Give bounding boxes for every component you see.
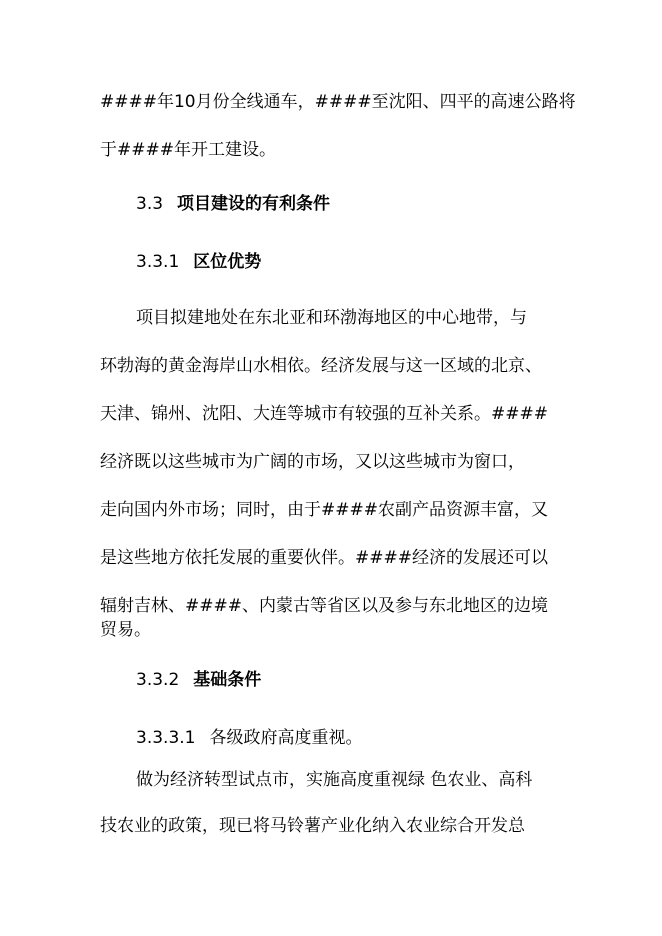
paragraph-line: 项目拟建地处在东北亚和环渤海地区的中心地带，与 [136, 308, 527, 328]
paragraph-line: 天津、锦州、沈阳、大连等城市有较强的互补关系。#### [100, 404, 548, 424]
paragraph-line: 环勃海的黄金海岸山水相依。经济发展与这一区域的北京、 [100, 356, 542, 376]
section-heading-3-3 [136, 192, 662, 216]
section-heading-3-3-3-1 [136, 726, 662, 750]
heading-title: 各级政府高度重视。 [209, 728, 363, 748]
paragraph-line: 技农业的政策，现已将马铃薯产业化纳入农业综合开发总 [100, 816, 525, 836]
paragraph-line: 走向国内外市场；同时，由于####农副产品资源丰富，又 [100, 500, 548, 520]
heading-number: 3.3.2 [136, 670, 180, 690]
heading-title: 项目建设的有利条件 [177, 194, 331, 214]
heading-number: 3.3 [136, 194, 164, 214]
paragraph-line: ####年10月份全线通车，####至沈阳、四平的高速公路将 [100, 92, 576, 112]
paragraph-line: 做为经济转型试点市，实施高度重视绿 色农业、高科 [136, 770, 533, 790]
paragraph-line: 经济既以这些城市为广阔的市场，又以这些城市为窗口， [100, 452, 525, 472]
paragraph-line: 贸易。 [100, 620, 151, 640]
paragraph-line: 辐射吉林、####、内蒙古等省区以及参与东北地区的边境 [100, 596, 548, 616]
section-heading-3-3-2 [136, 668, 662, 692]
paragraph-line: 是这些地方依托发展的重要伙伴。####经济的发展还可以 [100, 548, 548, 568]
section-heading-3-3-1 [136, 250, 662, 274]
heading-number: 3.3.1 [136, 252, 180, 272]
heading-title: 基础条件 [193, 670, 262, 690]
heading-title: 区位优势 [193, 252, 262, 272]
heading-number: 3.3.3.1 [136, 728, 196, 748]
paragraph-line: 于####年开工建设。 [100, 140, 276, 160]
